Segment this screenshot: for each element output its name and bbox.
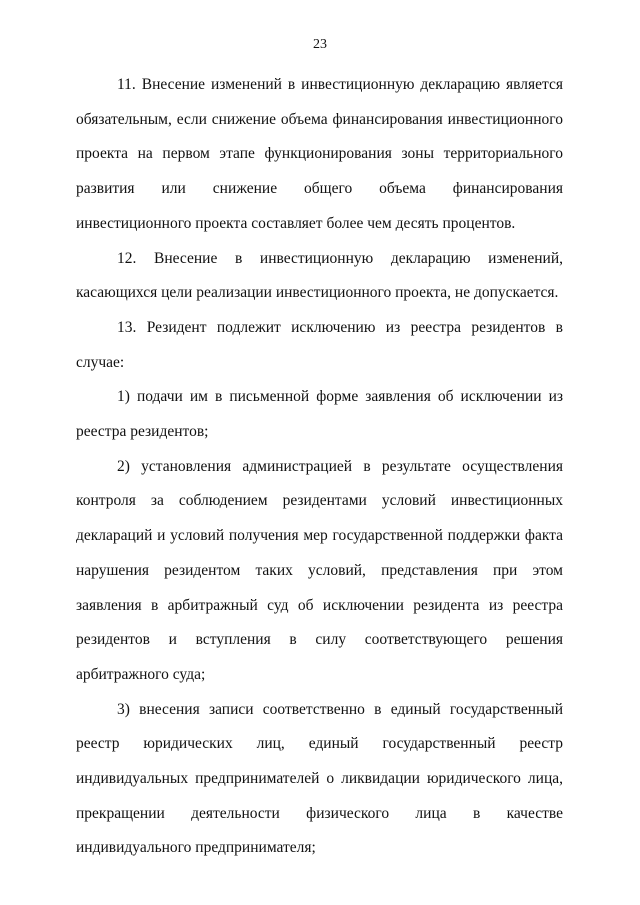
list-item-3-registry-record: 3) внесения записи соответственно в единый государственный реестр юридических лиц, единый государственный реестр индивидуальных предпринимателей о ликвидации юридического лица, прекращении деятельности физического лица в качестве индивидуального предпринимателя; — [76, 700, 563, 857]
paragraph-13-exclusion-conditions: 13. Резидент подлежит исключению из реестра резидентов в случае: — [76, 318, 563, 371]
document-body — [76, 68, 563, 866]
paragraph-11-declaration-changes: 11. Внесение изменений в инвестиционную декларацию является обязательным, если снижение объема финансирования инвестиционного проекта на первом этапе функционирования зоны территориального развития или снижение общего объема финансирования инвестиционного проекта составляет более чем десять процентов. — [76, 76, 563, 232]
list-item-2-administration-control: 2) установления администрацией в результате осуществления контроля за соблюдением резидентами условий инвестиционных деклараций и условий получения мер государственной поддержки факта нарушения резидентом таких условий, представления при этом заявления в арбитражный суд об исключении резидента из реестра резидентов и вступления в силу соответствующего решения арбитражного суда; — [76, 457, 563, 683]
paragraph-12-changes-not-allowed: 12. Внесение в инвестиционную декларацию изменений, касающихся цели реализации инвестиционного проекта, не допускается. — [76, 249, 563, 302]
list-item-1-written-application: 1) подачи им в письменной форме заявления об исключении из реестра резидентов; — [76, 388, 563, 441]
page-number: 23 — [313, 37, 327, 52]
